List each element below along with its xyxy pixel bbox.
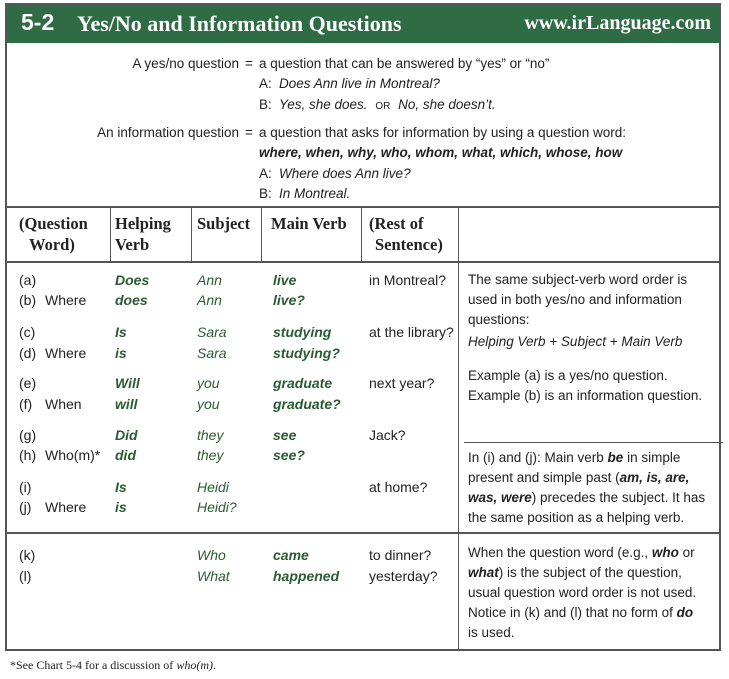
col-helping-line1: Helping [115, 214, 171, 233]
note3-line: what) is the subject of the question, [468, 565, 682, 580]
col-helping-line2: Verb [115, 235, 150, 254]
yesno-label: A yes/no question [132, 56, 239, 71]
col-divider [191, 208, 192, 263]
cell-main: live? [273, 292, 305, 308]
chart-frame [5, 3, 721, 651]
cell-qword: Where [45, 345, 87, 361]
cell-subject: Heidi [197, 479, 229, 495]
note2-line: present and simple past (am, is, are, [468, 470, 690, 485]
cell-helping: Is [115, 479, 127, 495]
equals-sign: = [245, 56, 253, 71]
cell-qword: When [45, 396, 82, 412]
cell-subject: you [197, 375, 220, 391]
cell-helping: Will [115, 375, 140, 391]
cell-label: (g) [19, 427, 37, 443]
cell-helping: will [115, 396, 138, 412]
cell-subject: Sara [197, 345, 227, 361]
col-divider [361, 208, 362, 263]
cell-rest: next year? [369, 375, 435, 391]
chart-header [7, 5, 719, 43]
cell-label: (h) [19, 447, 37, 463]
col-divider [458, 208, 459, 263]
cell-rest: at the library? [369, 324, 454, 340]
info-a-text: Where does Ann live? [279, 166, 411, 181]
cell-main: live [273, 272, 297, 288]
col-qword-line2: Word) [29, 235, 75, 254]
cell-label: (e) [19, 375, 37, 391]
cell-main: came [273, 547, 309, 563]
col-question-word [19, 213, 88, 268]
col-divider [110, 208, 111, 263]
info-label: An information question [97, 125, 239, 140]
col-qword-line1: (Question [19, 214, 88, 233]
or-word: OR [375, 101, 391, 112]
note3-line: When the question word (e.g., who or [468, 545, 695, 560]
notes-divider [458, 261, 459, 651]
cell-rest: yesterday? [369, 568, 438, 584]
note2-line: was, were) precedes the subject. It has [468, 490, 706, 505]
note3-line: is used. [468, 625, 515, 640]
cell-subject: Ann [197, 272, 222, 288]
cell-subject: Heidi? [197, 499, 237, 515]
cell-subject: Sara [197, 324, 227, 340]
cell-subject: Who [197, 547, 226, 563]
note1-line: The same subject-verb word order is [468, 272, 688, 287]
cell-helping: Is [115, 324, 127, 340]
cell-main: happened [273, 568, 340, 584]
cell-main: graduate? [273, 396, 341, 412]
section-divider [7, 532, 719, 534]
note-subject-question [468, 543, 696, 643]
info-b-text: In Montreal. [279, 186, 351, 201]
cell-main: graduate [273, 375, 333, 391]
cell-subject: you [197, 396, 220, 412]
cell-qword: Who(m)* [45, 447, 101, 463]
cell-label: (b) [19, 292, 37, 308]
site-watermark: www.irLanguage.com [524, 12, 711, 34]
chart-title: Yes/No and Information Questions [77, 11, 402, 36]
note3-line: usual question word order is not used. [468, 585, 697, 600]
col-divider [261, 208, 262, 263]
yesno-b-text [279, 97, 496, 112]
footnote-end: . [212, 658, 216, 672]
question-words: where, when, why, who, whom, what, which, whose, how [259, 145, 623, 160]
yesno-a-text: Does Ann live in Montreal? [279, 76, 440, 91]
chart-number: 5-2 [21, 9, 55, 35]
cell-label: (d) [19, 345, 37, 361]
col-helping-verb [115, 213, 171, 268]
note1-line: Example (a) is a yes/no question. [468, 368, 668, 383]
definitions-section [7, 43, 719, 208]
col-main-verb: Main Verb [271, 214, 347, 233]
cell-rest: to dinner? [369, 547, 432, 563]
no-answer: No, she doesn’t. [398, 97, 496, 112]
note2-line: the same position as a helping verb. [468, 510, 685, 525]
cell-subject: Ann [197, 292, 222, 308]
note1-line: questions: [468, 312, 530, 327]
note1-line: used in both yes/no and information [468, 292, 682, 307]
col-subject: Subject [197, 214, 251, 233]
note-word-order [468, 270, 702, 406]
cell-helping: Does [115, 272, 150, 288]
col-rest [369, 213, 443, 268]
cell-rest: Jack? [369, 427, 406, 443]
cell-rest: in Montreal? [369, 272, 447, 288]
cell-helping: did [115, 447, 136, 463]
note1-line: Example (b) is an information question. [468, 388, 703, 403]
cell-helping: does [115, 292, 148, 308]
cell-label: (i) [19, 479, 32, 495]
cell-subject: they [197, 447, 224, 463]
cell-qword: Where [45, 292, 87, 308]
col-rest-line2: Sentence) [375, 235, 443, 254]
note2-line: In (i) and (j): Main verb be in simple [468, 450, 681, 465]
yes-answer: Yes, she does. [279, 97, 368, 112]
cell-label: (j) [19, 499, 32, 515]
cell-label: (a) [19, 272, 37, 288]
cell-main: see? [273, 447, 305, 463]
notes-box-divider [464, 442, 723, 443]
cell-qword: Where [45, 499, 87, 515]
yesno-b-label: B: [259, 97, 272, 112]
cell-main: studying [273, 324, 332, 340]
info-definition: a question that asks for information by using a question word: [259, 125, 626, 140]
cell-main: see [273, 427, 297, 443]
cell-label: (c) [19, 324, 36, 340]
note-main-verb-be [468, 448, 705, 528]
cell-label: (l) [19, 568, 32, 584]
cell-rest: at home? [369, 479, 428, 495]
equals-sign-2: = [245, 125, 253, 140]
cell-main: studying? [273, 345, 340, 361]
footnote [10, 658, 216, 673]
cell-subject: What [197, 568, 230, 584]
info-b-label: B: [259, 186, 272, 201]
cell-helping: is [115, 345, 127, 361]
cell-label: (f) [19, 396, 33, 412]
header-divider [7, 261, 719, 263]
note1-formula: Helping Verb + Subject + Main Verb [468, 334, 683, 349]
footnote-text: *See Chart 5-4 for a discussion of [10, 658, 177, 672]
cell-helping: Did [115, 427, 138, 443]
cell-label: (k) [19, 547, 36, 563]
note3-line: Notice in (k) and (l) that no form of do [468, 605, 694, 620]
info-a-label: A: [259, 166, 272, 181]
cell-subject: they [197, 427, 224, 443]
footnote-term: who(m) [176, 658, 213, 672]
cell-helping: is [115, 499, 127, 515]
yesno-definition: a question that can be answered by “yes” or “no” [259, 56, 550, 71]
yesno-a-label: A: [259, 76, 272, 91]
col-rest-line1: (Rest of [369, 214, 424, 233]
